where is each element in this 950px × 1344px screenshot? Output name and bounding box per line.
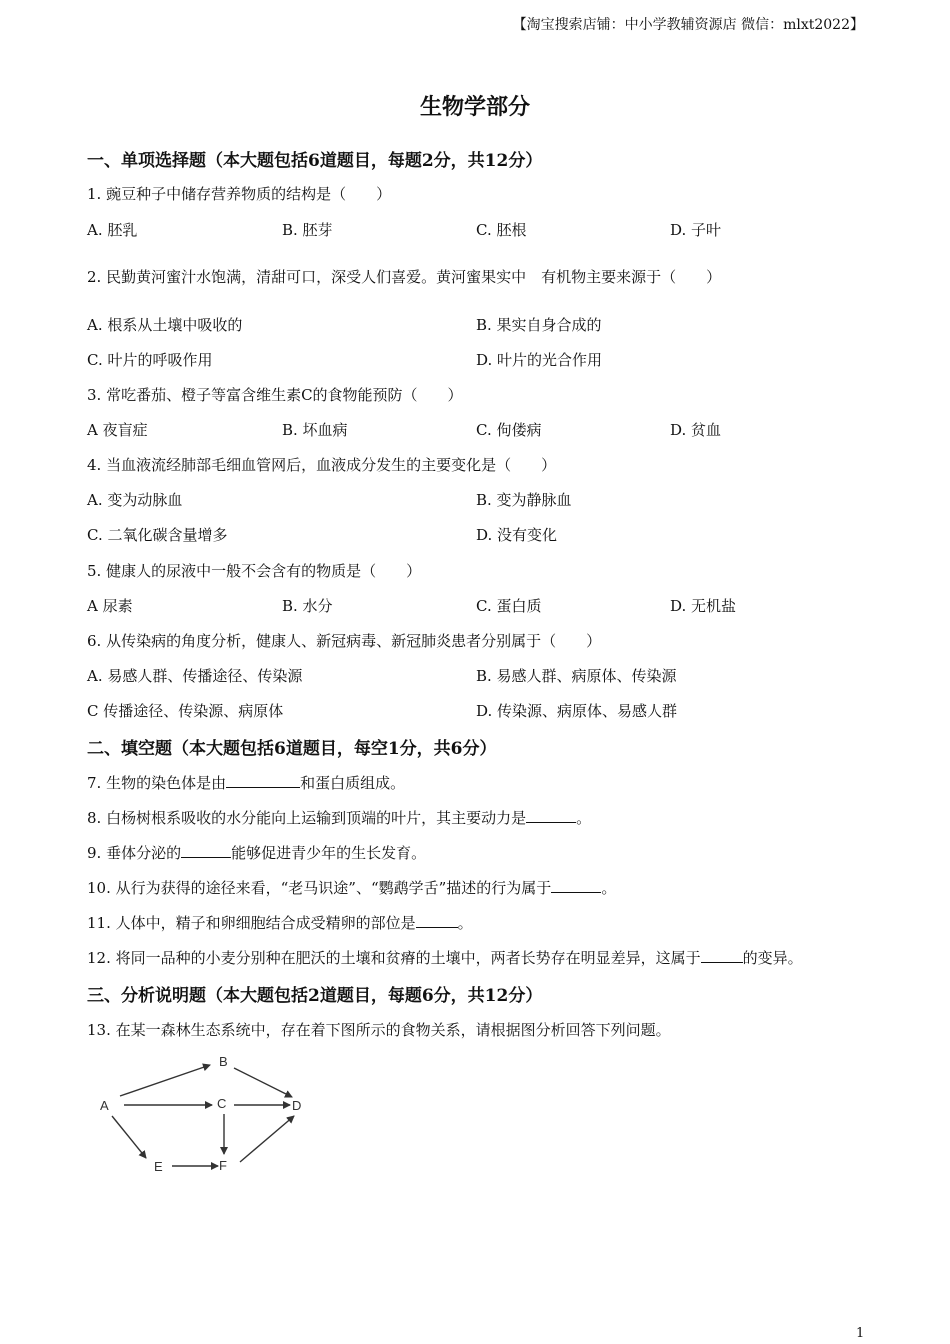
question-12 [87, 947, 803, 968]
question-5-option-d: D. 无机盐 [670, 597, 737, 615]
question-5-option-c: C. 蛋白质 [476, 597, 542, 615]
question-9-text-post: 能够促进青少年的生长发育。 [231, 844, 427, 862]
food-web-node-d: D [292, 1098, 302, 1113]
question-6-option-d: D. 传染源、病原体、易感人群 [476, 702, 678, 720]
food-web-node-c: C [217, 1096, 227, 1111]
section-3-heading: 三、分析说明题（本大题包括2道题目，每题6分，共12分） [87, 986, 543, 1006]
question-4-option-b: B. 变为静脉血 [476, 491, 572, 509]
question-3-option-a: A 夜盲症 [87, 421, 148, 439]
question-11-text-pre: 11. 人体中，精子和卵细胞结合成受精卵的部位是 [87, 914, 416, 932]
question-2-stem: 2. 民勤黄河蜜汁水饱满，清甜可口，深受人们喜爱。黄河蜜果实中 有机物主要来源于（ ） [87, 268, 722, 286]
question-2-option-a: A. 根系从土壤中吸收的 [87, 316, 243, 334]
question-7-text-pre: 7. 生物的染色体是由 [87, 774, 227, 792]
page-title: 生物学部分 [419, 94, 530, 120]
question-6-option-b: B. 易感人群、病原体、传染源 [476, 667, 677, 685]
arrow-a-to-e [112, 1116, 146, 1158]
question-5-stem: 5. 健康人的尿液中一般不会含有的物质是（ ） [87, 562, 422, 580]
question-8-blank[interactable] [526, 808, 576, 823]
question-4-option-d: D. 没有变化 [476, 526, 558, 544]
question-7 [87, 772, 405, 793]
arrow-b-to-d [234, 1068, 292, 1097]
question-5-option-b: B. 水分 [282, 597, 333, 615]
question-1-stem: 1. 豌豆种子中储存营养物质的结构是（ ） [87, 185, 392, 203]
food-web-diagram [90, 1050, 320, 1180]
question-2-option-b: B. 果实自身合成的 [476, 316, 602, 334]
question-2-option-c: C. 叶片的呼吸作用 [87, 351, 213, 369]
question-5-option-a: A 尿素 [87, 597, 133, 615]
question-12-text-post: 的变异。 [742, 949, 803, 967]
question-4-option-c: C. 二氧化碳含量增多 [87, 526, 228, 544]
question-6-option-c: C 传播途径、传染源、病原体 [87, 702, 284, 720]
question-6-stem: 6. 从传染病的角度分析，健康人、新冠病毒、新冠肺炎患者分别属于（ ） [87, 632, 602, 650]
question-8 [87, 807, 591, 828]
question-12-blank[interactable] [701, 948, 743, 963]
question-9 [87, 842, 426, 863]
question-1-option-d: D. 子叶 [670, 221, 722, 239]
question-10 [87, 877, 616, 898]
question-6-option-a: A. 易感人群、传播途径、传染源 [87, 667, 303, 685]
question-12-text-pre: 12. 将同一品种的小麦分别种在肥沃的土壤和贫瘠的土壤中，两者长势存在明显差异，这属于 [87, 949, 701, 967]
question-2-option-d: D. 叶片的光合作用 [476, 351, 603, 369]
question-10-text-pre: 10. 从行为获得的途径来看，“老马识途”、“鹦鹉学舌”描述的行为属于 [87, 879, 552, 897]
question-4-option-a: A. 变为动脉血 [87, 491, 183, 509]
question-1-option-b: B. 胚芽 [282, 221, 333, 239]
question-8-text-post: 。 [576, 809, 592, 827]
food-web-node-e: E [154, 1159, 163, 1174]
question-13-stem: 13. 在某一森林生态系统中，存在着下图所示的食物关系，请根据图分析回答下列问题。 [87, 1021, 671, 1039]
question-8-text-pre: 8. 白杨树根系吸收的水分能向上运输到顶端的叶片，其主要动力是 [87, 809, 527, 827]
question-9-blank[interactable] [181, 843, 231, 858]
food-web-node-a: A [100, 1098, 109, 1113]
question-3-option-c: C. 佝偻病 [476, 421, 542, 439]
arrow-a-to-b [120, 1065, 210, 1096]
question-1-option-c: C. 胚根 [476, 221, 527, 239]
section-1-heading: 一、单项选择题（本大题包括6道题目，每题2分，共12分） [87, 151, 543, 171]
food-web-node-f: F [219, 1158, 227, 1173]
section-2-heading: 二、填空题（本大题包括6道题目，每空1分，共6分） [87, 739, 497, 759]
question-3-option-b: B. 坏血病 [282, 421, 348, 439]
question-11-text-post: 。 [457, 914, 473, 932]
question-11-blank[interactable] [416, 913, 458, 928]
question-3-stem: 3. 常吃番茄、橙子等富含维生素C的食物能预防（ ） [87, 386, 463, 404]
food-web-node-b: B [219, 1054, 228, 1069]
question-1-option-a: A. 胚乳 [87, 221, 138, 239]
question-9-text-pre: 9. 垂体分泌的 [87, 844, 182, 862]
question-11 [87, 912, 473, 933]
question-4-stem: 4. 当血液流经肺部毛细血管网后，血液成分发生的主要变化是（ ） [87, 456, 557, 474]
question-10-blank[interactable] [551, 878, 601, 893]
arrow-f-to-d [240, 1116, 294, 1162]
question-7-blank[interactable] [226, 773, 300, 788]
page-header: 【淘宝搜索店铺：中小学教辅资源店 微信：mlxt2022】 [512, 17, 864, 33]
question-10-text-post: 。 [601, 879, 617, 897]
question-3-option-d: D. 贫血 [670, 421, 722, 439]
question-7-text-post: 和蛋白质组成。 [300, 774, 406, 792]
page-number: 1 [856, 1326, 865, 1341]
